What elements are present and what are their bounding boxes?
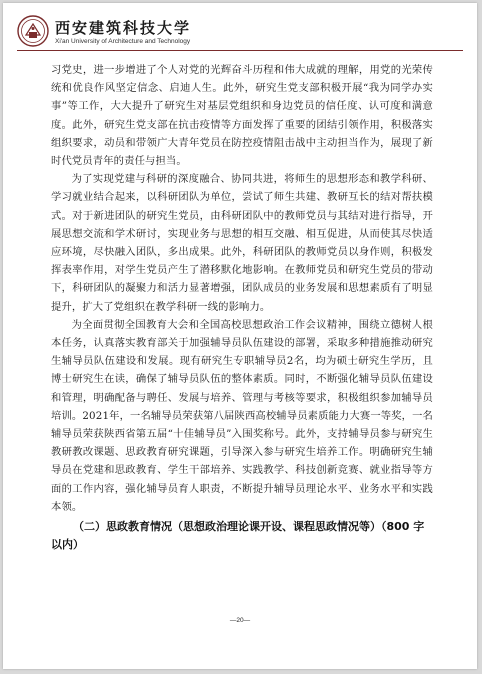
section-subheading: （二）思政教育情况（思想政治理论课开设、课程思政情况等）（800 字以内） (51, 520, 425, 552)
university-seal-icon (17, 15, 49, 47)
page-number: —20— (229, 617, 251, 624)
paragraph: 为全面贯彻全国教育大会和全国高校思想政治工作会议精神，围绕立德树人根本任务，认真落实教育部关于加强辅导员队伍建设的部署，采取多种措施推动研究生辅导员队伍建设和发展。现有研究生专职辅导员2名，均为硕士研究生学历，且博士研究生在读，确保了辅导员队伍的整体素质。同时，不断强化辅导员队伍建设和管理，明确配备与聘任、发展与培养、管理与考核等要求，积极组织参加辅导员培训。2021年，一名辅导员荣获第八届陕西高校辅导员素质能力大赛一等奖，一名辅导员荣获陕西省第五届“十佳辅导员”入围奖称号。此外，支持辅导员参与研究生教研教改课题、思政教育研究课题，引导深入参与研究生培养工作。明确研究生辅导员在党建和思政教育、学生干部培养、实践教学、科技创新竞赛、就业指导等方面的工作内容，强化辅导员育人职责，不断提升辅导员理论水平、业务水平和实践本领。 (51, 318, 433, 513)
header-divider (17, 50, 463, 51)
page-body (51, 61, 433, 554)
document-page (3, 3, 477, 669)
page-header (17, 13, 463, 53)
university-name-chinese: 西安建筑科技大学 (55, 19, 192, 37)
paragraph: 习党史，进一步增进了个人对党的光辉奋斗历程和伟大成就的理解，用党的光荣传统和优良作风坚定信念、启迪人生。此外，研究生党支部积极开展“我为同学办实事”等工作，大大提升了研究生对基层党组织和身边党员的信任度、认可度和满意度。此外，研究生党支部在抗击疫情等方面发挥了重要的团结引领作用，积极落实组织要求，动员和带领广大青年党员在防控疫情阻击战中主动担当作为，展现了新时代党员青年的责任与担当。 (51, 64, 433, 168)
page-number-value: 20 (236, 617, 244, 624)
university-name-english: Xi'an University of Architecture and Technology (55, 38, 191, 45)
paragraph: 为了实现党建与科研的深度融合、协同共进，将师生的思想形态和教学科研、学习就业结合起来，以科研团队为单位，尝试了师生共建、教研互长的结对帮扶模式。对于新进团队的研究生党员，由科研团队中的教师党员与其结对进行指导，开展思想交流和学术研讨，实现业务与思想的相互交融、相互促进，从而使其尽快适应环境，尽快融入团队，多出成果。此外，科研团队的教师党员以身作则，积极发挥表率作用，对学生党员产生了潜移默化地影响。在教师党员和研究生党员的带动下，科研团队的凝聚力和活力显著增强，团队成员的业务发展和思想素质有了明显提升，扩大了党组织在教学科研一线的影响力。 (51, 173, 433, 313)
